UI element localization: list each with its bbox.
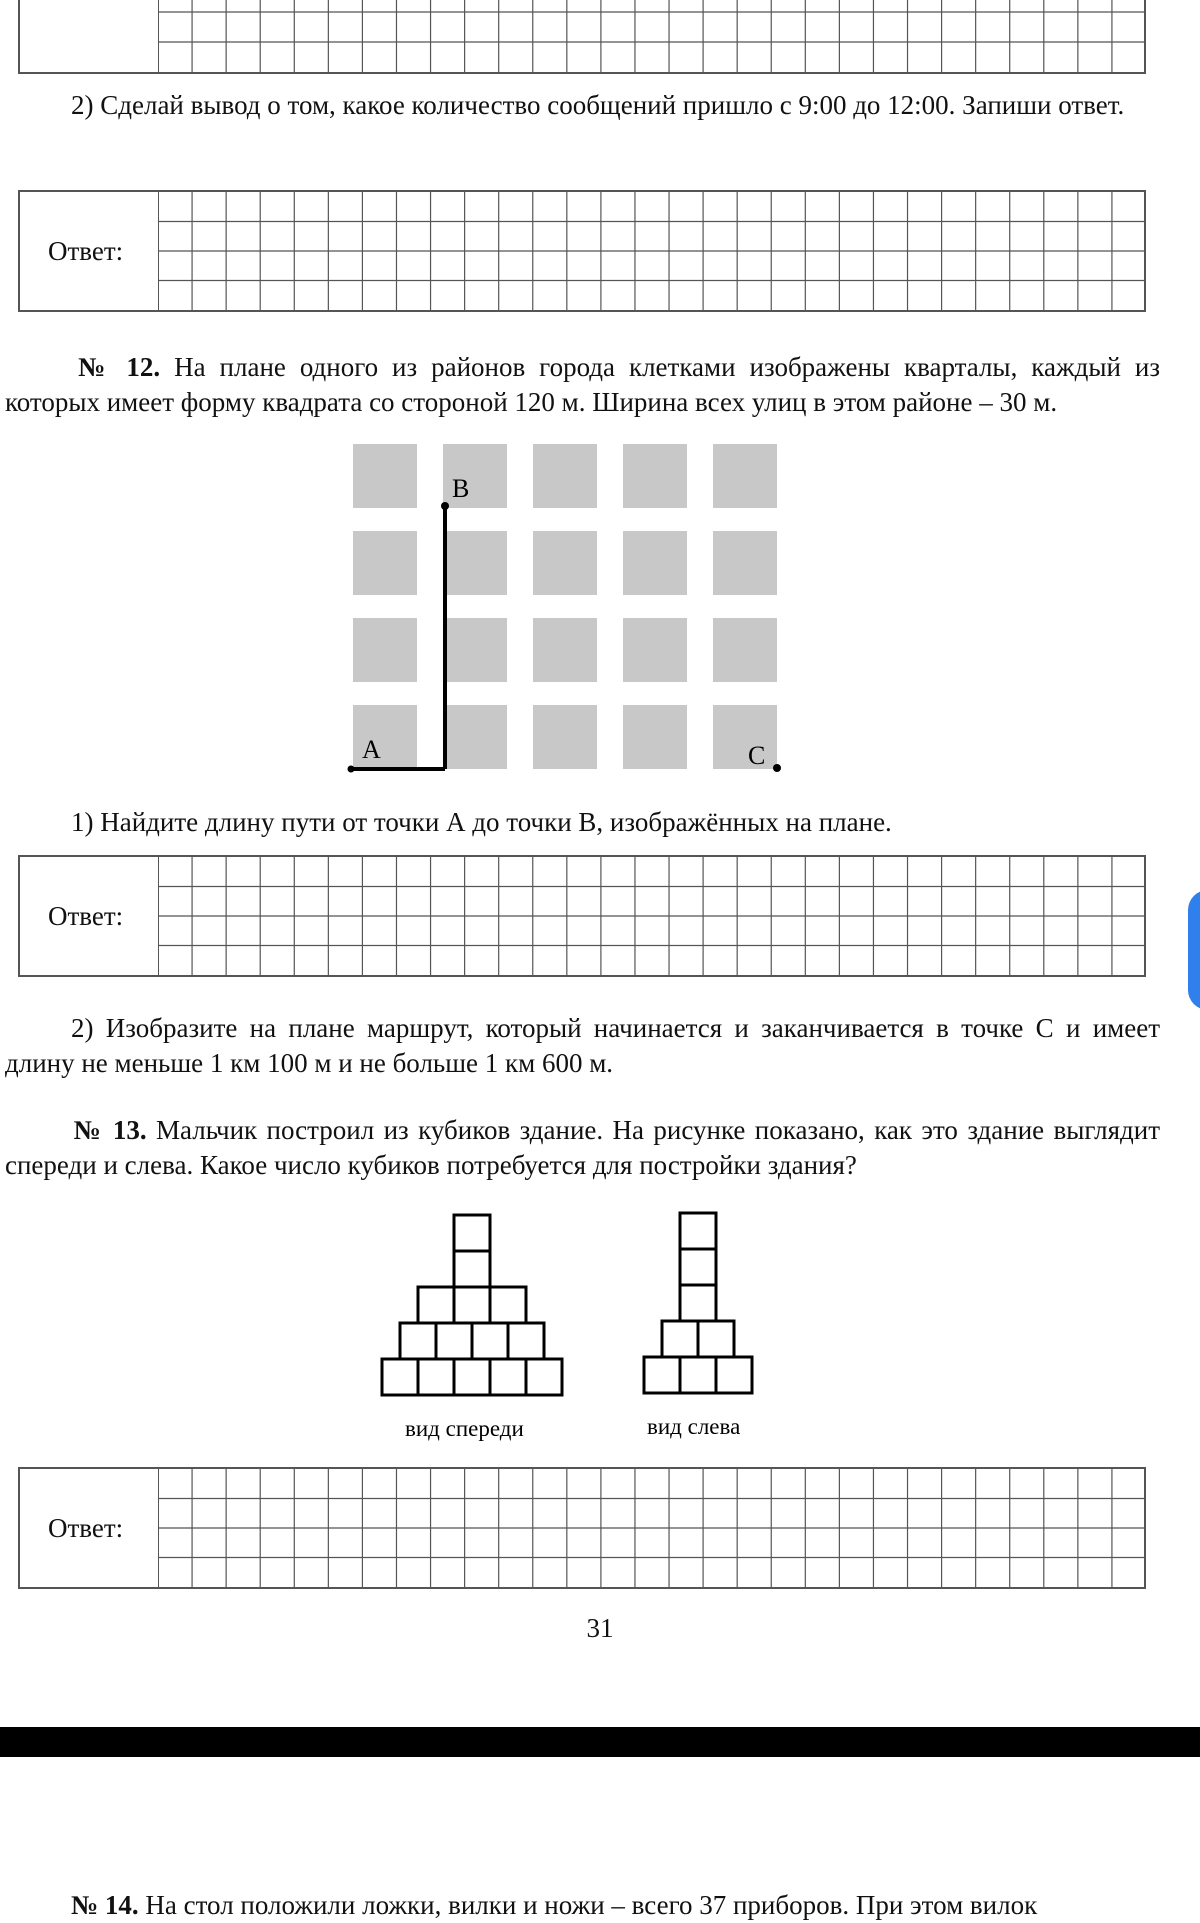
- city-block: [353, 618, 417, 682]
- answer-box-q12-1: [18, 855, 1146, 977]
- q12-text: № 12. На плане одного из районов города клетками изображены кварталы, каждый из которых имеет форму квадрата со стороной 120 м. Ширина всех улиц в этом районе – 30 м.: [5, 352, 1160, 417]
- q12-number: № 12.: [71, 352, 161, 382]
- answer-box-top: [18, 0, 1146, 74]
- answer-label: Ответ:: [48, 1513, 124, 1543]
- scroll-handle[interactable]: [1188, 890, 1200, 1010]
- q13-text: № 13. Мальчик построил из кубиков здание. На рисунке показано, как это здание выглядит спереди и слева. Какое число кубиков потребуется для постройки здания?: [5, 1115, 1161, 1180]
- city-block: [353, 531, 417, 595]
- answer-box-q11-2: [18, 190, 1146, 312]
- left-view-caption: вид слева: [647, 1414, 741, 1439]
- city-block: [443, 531, 507, 595]
- point-c-label: С: [748, 741, 766, 770]
- city-block: [623, 618, 687, 682]
- q12-part2-text: 2) Изобразите на плане маршрут, который начинается и заканчивается в точке С и имеет длину не меньше 1 км 100 м и не больше 1 км 600 м.: [5, 1013, 1160, 1078]
- city-block: [713, 705, 777, 769]
- city-block: [713, 444, 777, 508]
- answer-grid[interactable]: [158, 0, 1146, 72]
- cube-views-figure: [370, 1205, 770, 1450]
- city-block: [443, 618, 507, 682]
- q11-part2-text: 2) Сделай вывод о том, какое количество сообщений пришло с 9:00 до 12:00. Запиши ответ.: [71, 90, 1125, 120]
- city-block: [623, 531, 687, 595]
- city-block: [623, 444, 687, 508]
- answer-label: [48, 0, 123, 30]
- point-b-label: В: [452, 474, 470, 503]
- city-plan-figure: [340, 440, 790, 785]
- city-blocks: [353, 444, 777, 769]
- answer-grid[interactable]: [158, 192, 1146, 310]
- answer-label: Ответ:: [48, 236, 124, 266]
- q12-part1-text: 1) Найдите длину пути от точки А до точки В, изображённых на плане.: [71, 807, 892, 837]
- city-block: [713, 618, 777, 682]
- front-view-caption: вид спереди: [405, 1416, 524, 1441]
- page-number: 31: [586, 1613, 614, 1643]
- city-block: [533, 705, 597, 769]
- city-block: [533, 618, 597, 682]
- city-block: [533, 531, 597, 595]
- city-block: [443, 705, 507, 769]
- city-block: [533, 444, 597, 508]
- city-block: [353, 444, 417, 508]
- page-separator: [0, 1727, 1200, 1757]
- answer-grid[interactable]: [158, 857, 1146, 975]
- q13-number: № 13.: [71, 1115, 147, 1145]
- point-a-dot: [348, 766, 355, 773]
- city-block: [623, 705, 687, 769]
- q14-text: № 14. На стол положили ложки, вилки и ножи – всего 37 приборов. При этом вилок: [71, 1890, 1038, 1920]
- left-view: [644, 1213, 752, 1393]
- answer-box-q13: [18, 1467, 1146, 1589]
- point-a-label: А: [362, 735, 381, 764]
- city-block: [713, 531, 777, 595]
- front-view: [382, 1215, 562, 1395]
- answer-grid[interactable]: [158, 1469, 1146, 1587]
- q14-number: № 14.: [71, 1890, 139, 1920]
- answer-label: Ответ:: [48, 901, 124, 931]
- point-b-dot: [441, 502, 449, 510]
- point-c-dot: [773, 764, 781, 772]
